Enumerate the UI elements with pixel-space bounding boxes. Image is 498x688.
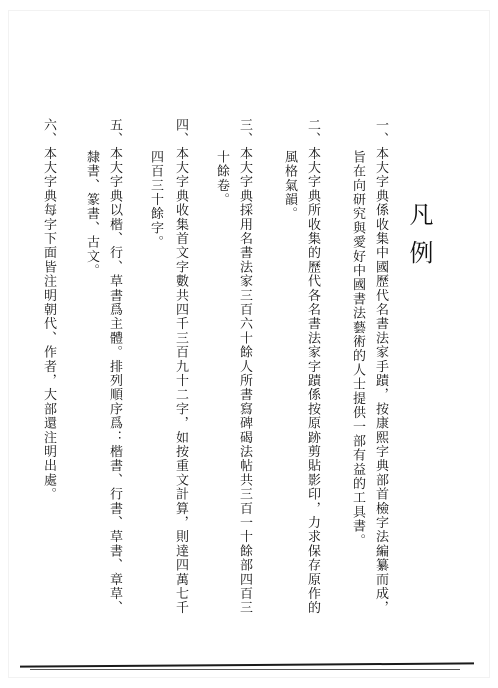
bottom-rule-thin bbox=[30, 669, 460, 670]
item-2-line-1: 二、本大字典所收集的歷代各名書法家字蹟係按原跡剪貼影印，力求保存原作的 bbox=[305, 118, 320, 615]
item-6-line-1: 六、本大字典每字下面皆注明朝代、作者，大部還注明出處。 bbox=[41, 118, 56, 502]
item-4-line-1: 四、本大字典收集首文字數共四千三百九十二字，如按重文計算，則達四萬七千 bbox=[173, 118, 188, 615]
item-4-line-2: 四百三十餘字。 bbox=[148, 150, 163, 250]
item-3-line-1: 三、本大字典採用名書法家三百六十餘人所書寫碑碣法帖共三百一十餘部四百三 bbox=[237, 118, 252, 615]
item-2-line-2: 風格氣韻。 bbox=[282, 150, 297, 221]
page-title: 凡例 bbox=[405, 202, 433, 278]
item-5-line-1: 五、本大字典以楷、行、草書爲主體。排列順序爲：楷書、行書、草書、章草、 bbox=[107, 118, 122, 615]
item-3-line-2: 十餘卷。 bbox=[214, 150, 229, 207]
item-5-line-2: 隸書、篆書、古文。 bbox=[84, 150, 99, 278]
item-1-line-2: 旨在向研究與愛好中國書法藝術的人士提供一部有益的工具書。 bbox=[350, 150, 365, 548]
item-1-line-1: 一、本大字典係收集中國歷代名書法家手蹟，按康熙字典部首檢字法編纂而成， bbox=[373, 118, 388, 615]
